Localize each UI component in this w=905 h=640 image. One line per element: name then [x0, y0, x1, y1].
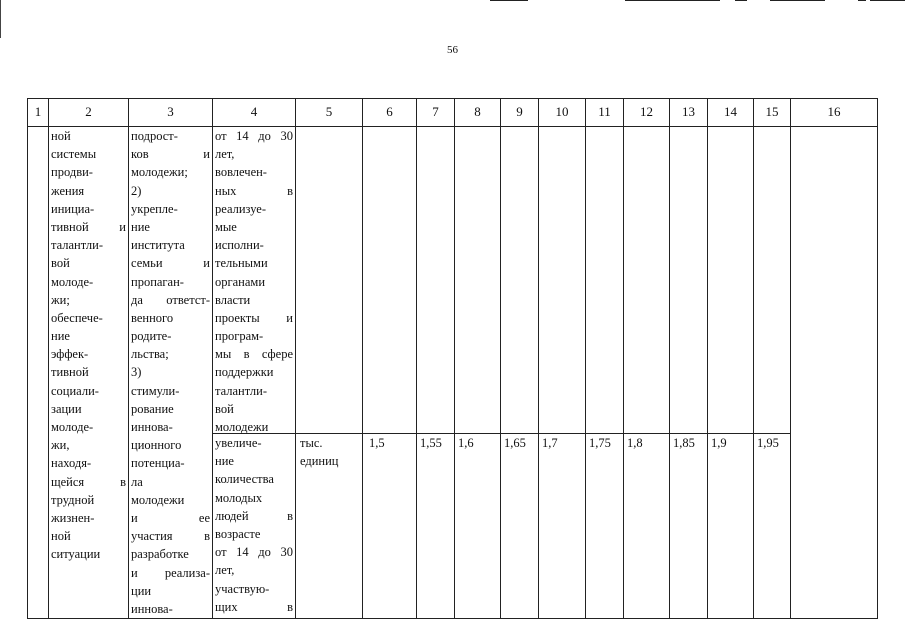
cell-value: [417, 127, 455, 619]
data-table: [27, 98, 878, 619]
header-cell: 11: [586, 99, 624, 127]
cell-line: института: [131, 238, 185, 253]
cell-line: продви-: [51, 165, 93, 180]
cell-line: венного: [131, 310, 174, 325]
cell-line: поддержки: [215, 365, 274, 380]
cell-line: от 14 до 30: [215, 545, 293, 560]
value-text: 1,55: [417, 433, 454, 452]
table-row: [28, 127, 878, 619]
cell-line: молодых: [215, 490, 263, 505]
cell-line: жи;: [51, 292, 70, 307]
cell-line: подрост-: [131, 129, 178, 143]
cell-line: лет,: [215, 563, 235, 578]
value-text: 1,75: [586, 433, 623, 452]
scan-top-mark: [735, 0, 747, 1]
header-cell: 9: [501, 99, 539, 127]
header-cell: 4: [213, 99, 296, 127]
header-cell: 3: [129, 99, 213, 127]
cell-line: проекты и: [215, 310, 293, 325]
cell-line: трудной: [51, 492, 95, 507]
value-text: 1,95: [754, 433, 790, 452]
cell-line: системы: [51, 147, 97, 162]
cell-line: ла: [131, 474, 143, 489]
cell-line: 3): [131, 365, 142, 380]
cell-line: жизнен-: [51, 510, 95, 525]
cell-line: ков и: [131, 147, 210, 162]
cell-line: людей в: [215, 508, 293, 523]
cell-line: да ответст-: [131, 292, 210, 307]
header-cell: 12: [624, 99, 670, 127]
cell-line: тыс.: [300, 436, 323, 450]
cell-line: иннова-: [131, 601, 173, 616]
cell-line: пропаган-: [131, 274, 184, 289]
cell-line: жи,: [51, 438, 70, 453]
cell-line: рование: [131, 401, 174, 416]
cell-value: [708, 127, 754, 619]
cell-line: реализуе-: [215, 201, 267, 216]
cell-col1: [28, 127, 49, 619]
cell-line: мые: [215, 219, 237, 234]
header-cell: 8: [455, 99, 501, 127]
cell-line: обеспече-: [51, 310, 103, 325]
header-cell: 14: [708, 99, 754, 127]
cell-value: [754, 127, 791, 619]
cell-line: ние: [51, 329, 70, 344]
scan-top-mark: [490, 0, 528, 1]
cell-line: эффек-: [51, 347, 89, 362]
scan-edge-mark: [0, 0, 1, 38]
header-cell: 5: [296, 99, 363, 127]
value-text: 1,85: [670, 433, 707, 452]
scan-top-mark: [870, 0, 905, 1]
cell-value: [501, 127, 539, 619]
cell-line: щих в: [215, 599, 293, 614]
cell-line: укрепле-: [131, 201, 178, 216]
cell-line: жения: [51, 183, 85, 198]
cell-value: [624, 127, 670, 619]
value-text: 1,6: [455, 433, 500, 452]
cell-line: вой: [215, 401, 234, 416]
cell-line: ситуации: [51, 547, 101, 562]
cell-line: инициа-: [51, 201, 95, 216]
cell-line: тельными: [215, 256, 268, 271]
cell-line: льства;: [131, 347, 169, 362]
cell-line: ных в: [215, 183, 293, 198]
cell-line: 2): [131, 183, 142, 198]
cell-line: единиц: [300, 454, 339, 469]
cell-value: [670, 127, 708, 619]
cell-line: и реализа-: [131, 565, 210, 580]
header-cell: 15: [754, 99, 791, 127]
header-cell: 2: [49, 99, 129, 127]
cell-line: молодежи: [215, 420, 269, 434]
cell-line: разработке: [131, 547, 189, 562]
col4-bottom-text: [213, 433, 295, 616]
cell-line: и ее: [131, 510, 210, 525]
cell-line: участвую-: [215, 581, 270, 596]
cell-line: вой: [51, 256, 70, 271]
cell-value: [455, 127, 501, 619]
cell-line: вовлечен-: [215, 165, 267, 180]
cell-line: тивной и: [51, 219, 126, 234]
cell-line: находя-: [51, 456, 92, 471]
scan-top-mark: [625, 0, 720, 1]
value-text: 1,5: [363, 433, 416, 452]
cell-line: талантли-: [215, 383, 267, 398]
cell-line: лет,: [215, 147, 235, 162]
cell-line: семьи и: [131, 256, 210, 271]
cell-line: талантли-: [51, 238, 103, 253]
header-cell: 10: [539, 99, 586, 127]
cell-line: исполни-: [215, 238, 264, 253]
header-row: [28, 99, 878, 127]
cell-value: [363, 127, 417, 619]
scan-top-mark: [770, 0, 825, 1]
header-cell: 16: [791, 99, 878, 127]
cell-col16: [791, 127, 878, 619]
cell-value: [539, 127, 586, 619]
cell-line: органами: [215, 274, 266, 289]
value-text: 1,8: [624, 433, 669, 452]
cell-line: количества: [215, 472, 274, 487]
cell-line: зации: [51, 401, 82, 416]
unit-text: [296, 433, 362, 470]
header-cell: 6: [363, 99, 417, 127]
cell-line: ции: [131, 583, 152, 598]
cell-line: ние: [215, 454, 234, 469]
cell-line: щейся в: [51, 474, 126, 489]
page-number: 56: [447, 44, 458, 56]
cell-col5: [296, 127, 363, 619]
value-text: 1,9: [708, 433, 753, 452]
cell-line: социали-: [51, 383, 99, 398]
cell-line: молодежи;: [131, 165, 188, 180]
cell-line: увеличе-: [215, 436, 262, 450]
cell-line: молодежи: [131, 492, 185, 507]
cell-line: ной: [51, 129, 71, 143]
cell-line: тивной: [51, 365, 89, 380]
value-text: 1,7: [539, 433, 585, 452]
cell-line: ной: [51, 529, 71, 544]
cell-line: от 14 до 30: [215, 129, 293, 143]
cell-line: участия в: [131, 529, 210, 544]
cell-line: ние: [131, 219, 150, 234]
cell-line: потенциа-: [131, 456, 185, 471]
cell-line: молоде-: [51, 274, 94, 289]
col4-top-text: [213, 127, 295, 433]
cell-line: родите-: [131, 329, 172, 344]
cell-col2: [49, 127, 129, 619]
cell-line: молоде-: [51, 420, 94, 434]
cell-col4: [213, 127, 296, 619]
cell-line: ционного: [131, 438, 182, 453]
cell-line: мы в сфере: [215, 347, 293, 362]
cell-value: [586, 127, 624, 619]
header-cell: 1: [28, 99, 49, 127]
header-cell: 13: [670, 99, 708, 127]
value-text: 1,65: [501, 433, 538, 452]
cell-line: програм-: [215, 329, 264, 344]
cell-col3: [129, 127, 213, 619]
header-cell: 7: [417, 99, 455, 127]
cell-line: власти: [215, 292, 251, 307]
cell-line: иннова-: [131, 420, 173, 434]
cell-line: стимули-: [131, 383, 180, 398]
scan-top-mark: [858, 0, 866, 1]
cell-line: возрасте: [215, 526, 261, 541]
